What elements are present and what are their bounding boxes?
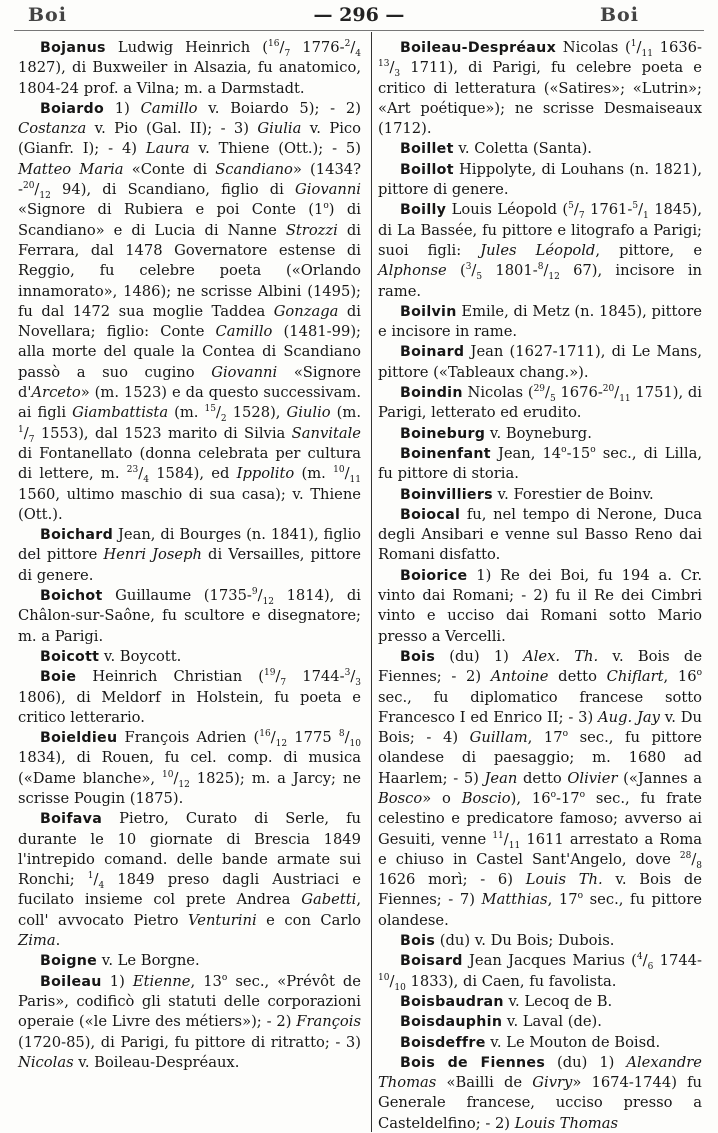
page-number: — 296 — bbox=[313, 4, 405, 26]
entry-text: v. Lecoq de B. bbox=[503, 992, 613, 1010]
dictionary-entry bbox=[378, 566, 702, 647]
dictionary-entry bbox=[18, 99, 361, 525]
entry-text: v. Le Borgne. bbox=[97, 952, 200, 970]
dictionary-entry bbox=[18, 586, 361, 647]
dictionary-entry bbox=[378, 160, 702, 201]
entry-text: v. Boyneburg. bbox=[485, 424, 592, 442]
dictionary-entry bbox=[378, 931, 702, 951]
entry-headword: Boie bbox=[40, 669, 77, 686]
left-column bbox=[18, 38, 361, 1073]
dictionary-entry bbox=[18, 951, 361, 971]
entry-headword: Boifava bbox=[40, 811, 103, 828]
running-head-left: Boi bbox=[28, 4, 67, 26]
entry-text: Heinrich Christian ($^{19}/_7$ $1744-^3/_3$ 1806), di Meldorf in Holstein, fu poeta e critico letterario. bbox=[18, 668, 361, 726]
dictionary-entry bbox=[378, 992, 702, 1012]
entry-text: Jean Jacques Marius ($^4/_6$ $1744-^{10}/_{10}$ 1833), di Caen, fu favolista. bbox=[378, 952, 702, 993]
entry-headword: Boinenfant bbox=[400, 445, 491, 462]
entry-headword: Boigne bbox=[40, 953, 98, 970]
dictionary-entry bbox=[378, 38, 702, 139]
entry-text: Louis Léopold ($^5/_7$ $1761-^5/_1$ 1845), di La Bassée, fu pittore e litografo a Parigi; suoi figli: Jules Léopold, pittore, e Alphonse ($^3/_5$ $1801-^8/_{12}$ 67), incisore in rame. bbox=[378, 201, 703, 300]
dictionary-entry bbox=[378, 383, 702, 424]
entry-headword: Bojanus bbox=[40, 40, 106, 56]
entry-headword: Boiardo bbox=[40, 100, 104, 117]
entry-text: Pietro, Curato di Serle, fu durante le 10 giornate di Brescia 1849 l'intrepido comand. delle bande armate sui Ronchi; $^1/_4$ 1849 preso dagli Austriaci e fucilato insieme col prete Andrea Gabetti, coll' avvocato Pietro Venturini e con Carlo Zima. bbox=[18, 810, 361, 950]
entry-headword: Boisbaudran bbox=[400, 993, 504, 1010]
entry-headword: Boillot bbox=[400, 161, 454, 178]
dictionary-entry bbox=[18, 525, 361, 586]
entry-text: Nicolas ($^1/_{11}$ $1636-^{13}/_3$ 1711), di Parigi, fu celebre poeta e critico di letteratura («Satires»; «Lutrin»; «Art poétique»); ne scrisse Desmaiseaux (1712). bbox=[378, 39, 702, 138]
entry-text: v. Coletta (Santa). bbox=[453, 140, 592, 158]
dictionary-entry bbox=[378, 342, 702, 383]
entry-headword: Boindin bbox=[400, 385, 463, 402]
entry-headword: Bois bbox=[400, 648, 436, 665]
entry-text: (du) v. Du Bois; Dubois. bbox=[435, 932, 615, 950]
dictionary-entry bbox=[378, 647, 702, 931]
entry-text: 1) Re dei Boi, fu 194 a. Cr. vinto dai Romani; - 2) fu il Re dei Cimbri vinto e ucciso dai Romani sotto Mario presso a Vercelli. bbox=[378, 566, 702, 645]
dictionary-entry bbox=[378, 139, 702, 159]
entry-text: Guillaume ($1735-^9/_{12}$ 1814), di Châlon-sur-Saône, fu scultore e disegnatore; m. a Parigi. bbox=[18, 587, 361, 645]
dictionary-entry bbox=[378, 1012, 702, 1032]
dictionary-entry bbox=[18, 647, 361, 667]
entry-headword: Boiorice bbox=[400, 567, 468, 584]
entry-headword: Boillet bbox=[400, 141, 454, 158]
entry-text: François Adrien ($^{16}/_{12}$ 1775 $^8/_{10}$ 1834), di Rouen, fu cel. comp. di musica («Dame blanche», $^{10}/_{12}$ 1825); m. a Jarcy; ne scrisse Pougin (1875). bbox=[18, 729, 361, 807]
entry-text: Jean, di Bourges (n. 1841), figlio del pittore Henri Joseph di Versailles, pittore di genere. bbox=[18, 526, 361, 584]
entry-text: v. Forestier de Boinv. bbox=[492, 485, 654, 503]
entry-headword: Boieldieu bbox=[40, 730, 118, 747]
entry-headword: Boinard bbox=[400, 344, 465, 361]
entry-text: 1) Etienne, 13$^o$ sec., «Prévôt de Paris», codificò gli statuti delle corporazioni operaie («le Livre des métiers»); - 2) François (1720-85), di Parigi, fu pittore di ritratto; - 3) Nicolas v. Boileau-Despréaux. bbox=[18, 972, 362, 1071]
entry-headword: Boichard bbox=[40, 527, 114, 544]
dictionary-entry bbox=[378, 505, 702, 566]
entry-text: Ludwig Heinrich ($^{16}/_7$ $1776-^2/_4$ 1827), di Buxweiler in Alsazia, fu anatomico, 1804-24 prof. a Vilna; m. a Darmstadt. bbox=[18, 39, 361, 97]
dictionary-entry bbox=[18, 972, 361, 1073]
dictionary-entry bbox=[378, 424, 702, 444]
dictionary-entry bbox=[378, 485, 702, 505]
dictionary-entry bbox=[18, 809, 361, 951]
entry-text: (du) 1) Alexandre Thomas «Bailli de Givry» 1674-1744) fu Generale francese, ucciso presso a Casteldelfino; - 2) Louis Thomas bbox=[378, 1053, 702, 1132]
entry-headword: Boisdauphin bbox=[400, 1014, 503, 1031]
entry-headword: Boilvin bbox=[400, 303, 457, 320]
entry-headword: Boinvilliers bbox=[400, 486, 493, 503]
entry-headword: Boineburg bbox=[400, 425, 486, 442]
dictionary-entry bbox=[18, 728, 361, 809]
entry-text: Emile, di Metz (n. 1845), pittore e incisore in rame. bbox=[378, 302, 702, 341]
column-divider bbox=[371, 32, 372, 1132]
entry-headword: Boicott bbox=[40, 648, 100, 665]
dictionary-entry bbox=[378, 951, 702, 992]
entry-text: v. Boycott. bbox=[99, 647, 182, 665]
entry-text: Jean (1627-1711), di Le Mans, pittore («Tableaux chang.»). bbox=[378, 343, 702, 381]
entry-headword: Bois bbox=[400, 933, 436, 950]
page-header bbox=[0, 2, 718, 28]
dictionary-entry bbox=[378, 1033, 702, 1053]
entry-headword: Boileau-Despréaux bbox=[400, 40, 557, 56]
right-column bbox=[378, 38, 702, 1133]
entry-headword: Boileau bbox=[40, 973, 102, 990]
entry-text: Nicolas ($^{29}/_5$ $1676-^{20}/_{11}$ 1751), di Parigi, letterato ed erudito. bbox=[378, 384, 702, 422]
dictionary-entry bbox=[378, 302, 702, 343]
entry-headword: Boisard bbox=[400, 953, 463, 970]
entry-text: v. Laval (de). bbox=[502, 1013, 602, 1031]
entry-headword: Boisdeffre bbox=[400, 1034, 486, 1051]
entry-headword: Boiocal bbox=[400, 506, 461, 523]
dictionary-entry bbox=[18, 667, 361, 728]
entry-text: (du) 1) Alex. Th. v. Bois de Fiennes; - 2) Antoine detto Chiflart, 16$^o$ sec., fu diplomatico francese sotto Francesco I ed Enrico II; - 3) Aug. Jay v. Du Bois; - 4) Guillam, 17$^o$ sec., fu pittore olandese di paesaggio; m. 1680 ad Haarlem; - 5) Jean detto Olivier («Jannes a Bosco» o Boscio), 16$^o$-17$^o$ sec., fu frate celestino e predicatore famoso; avverso ai Gesuiti, venne $^{11}/_{11}$ 1611 arrestato a Roma e chiuso in Castel Sant'Angelo, dove $^{28}/_8$ 1626 morì; - 6) Louis Th. v. Bois de Fiennes; - 7) Matthias, 17$^o$ sec., fu pittore olandese. bbox=[378, 647, 703, 929]
dictionary-entry bbox=[378, 1053, 702, 1133]
entry-text: 1) Camillo v. Boiardo 5); - 2) Costanza v. Pio (Gal. II); - 3) Giulia v. Pico (Gianfr. I); - 4) Laura v. Thiene (Ott.); - 5) Matteo Maria «Conte di Scandiano» ($1434?-^{20}/_{12}$ 94), di Scandiano, figlio di Giovanni «Signore di Rubiera e poi Conte (1$^o$) di Scandiano» e di Lucia di Nanne Strozzi di Ferrara, dal 1478 Governatore estense di Reggio, fu celebre poeta («Orlando innamorato», 1486); ne scrisse Albini (1495); fu dal 1472 sua moglie Taddea Gonzaga di Novellara; figlio: Conte Camillo (1481-99); alla morte del quale la Contea di Scandiano passò a suo cugino Giovanni «Signore d'Arceto» (m. 1523) e da questo successivam. ai figli Giambattista (m. $^{15}/_2$ 1528), Giulio (m. $^1/_7$ 1553), dal 1523 marito di Silvia Sanvitale di Fontanellato (donna celebrata per cultura di lettere, m. $^{23}/_4$ 1584), ed Ippolito (m. $^{10}/_{11}$ 1560, ultimo maschio di sua casa); v. Thiene (Ott.). bbox=[18, 99, 362, 523]
entry-text: fu, nel tempo di Nerone, Duca degli Ansibari e venne sul Basso Reno dai Romani disfatto. bbox=[378, 505, 702, 564]
entry-headword: Bois de Fiennes bbox=[400, 1054, 546, 1071]
entry-text: v. Le Mouton de Boisd. bbox=[485, 1033, 661, 1051]
running-head-right: Boi bbox=[600, 4, 639, 26]
entry-headword: Boichot bbox=[40, 588, 103, 605]
entry-text: Hippolyte, di Louhans (n. 1821), pittore di genere. bbox=[378, 160, 702, 199]
entry-text: Jean, 14$^o$-15$^o$ sec., di Lilla, fu pittore di storia. bbox=[378, 444, 703, 483]
dictionary-entry bbox=[18, 38, 361, 99]
header-rule bbox=[14, 30, 704, 31]
dictionary-entry bbox=[378, 200, 702, 301]
entry-headword: Boilly bbox=[400, 202, 447, 219]
dictionary-entry bbox=[378, 444, 702, 485]
